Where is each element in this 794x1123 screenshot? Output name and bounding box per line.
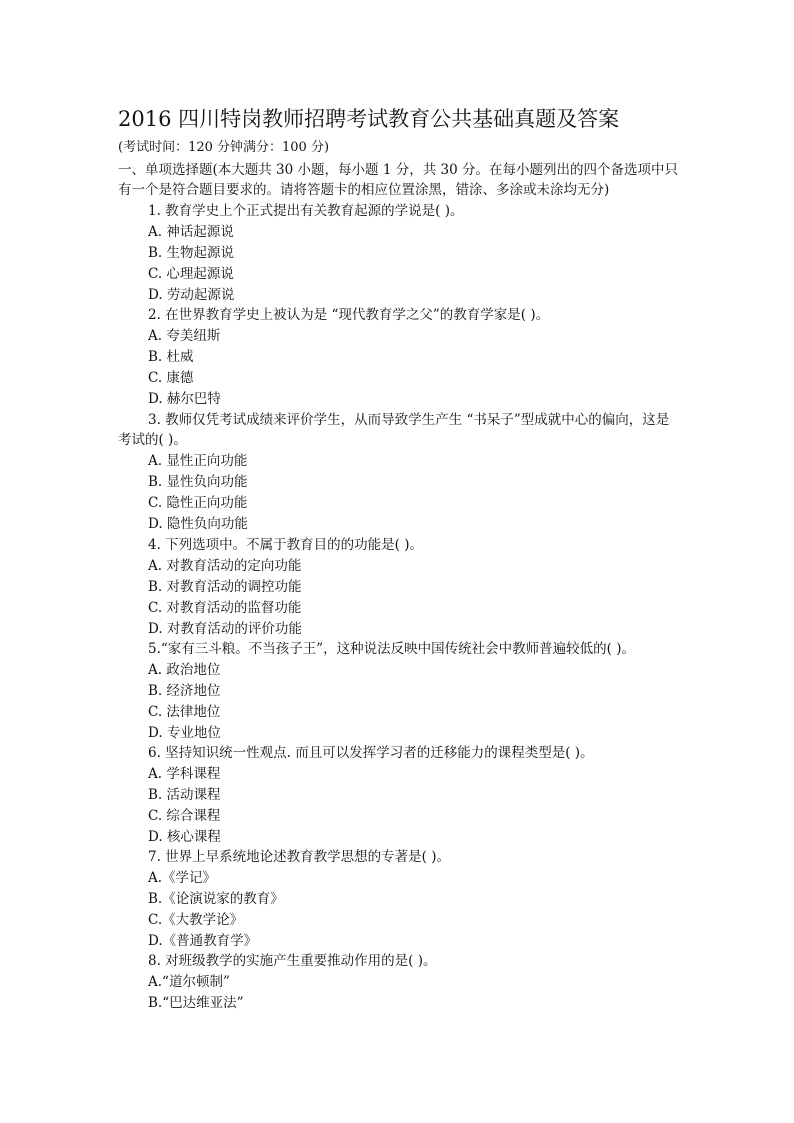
question-option: A. 对教育活动的定向功能 bbox=[148, 558, 302, 574]
question-option: B. 活动课程 bbox=[148, 787, 221, 803]
question-option: C. 康德 bbox=[148, 370, 194, 386]
question-option: A.“道尔顿制” bbox=[148, 974, 230, 990]
question-option: C. 对教育活动的监督功能 bbox=[148, 600, 302, 616]
question-option: B. 显性负向功能 bbox=[148, 474, 248, 490]
exam-info: (考试时间：120 分钟满分：100 分) bbox=[118, 140, 330, 155]
question-option: A. 神话起源说 bbox=[148, 224, 234, 240]
question-option: C. 综合课程 bbox=[148, 808, 221, 824]
question-option: B. 经济地位 bbox=[148, 683, 221, 699]
question-stem: 6. 坚持知识统一性观点. 而且可以发挥学习者的迁移能力的课程类型是( )。 bbox=[148, 745, 594, 761]
question-option: D. 核心课程 bbox=[148, 829, 221, 845]
question-option: C. 心理起源说 bbox=[148, 266, 234, 282]
question-option: A. 政治地位 bbox=[148, 662, 221, 678]
question-option: A. 显性正向功能 bbox=[148, 453, 248, 469]
question-option: B. 杜威 bbox=[148, 349, 194, 365]
question-stem: 5.“家有三斗粮。不当孩子王”，这种说法反映中国传统社会中教师普遍较低的( )。 bbox=[148, 641, 636, 657]
question-option: D.《普通教育学》 bbox=[148, 933, 258, 949]
question-option: A. 学科课程 bbox=[148, 766, 221, 782]
question-option: A. 夸美纽斯 bbox=[148, 328, 221, 344]
question-stem: 7. 世界上早系统地论述教育教学思想的专著是( )。 bbox=[148, 849, 450, 865]
question-option: D. 赫尔巴特 bbox=[148, 391, 221, 407]
question-stem: 8. 对班级教学的实施产生重要推动作用的是( )。 bbox=[148, 953, 437, 969]
question-option: A.《学记》 bbox=[148, 870, 217, 886]
question-option: D. 对教育活动的评价功能 bbox=[148, 621, 302, 637]
question-option: B.“巴达维亚法” bbox=[148, 995, 244, 1011]
question-option: B. 对教育活动的调控功能 bbox=[148, 579, 302, 595]
document-title: 2016 四川特岗教师招聘考试教育公共基础真题及答案 bbox=[118, 107, 620, 131]
question-option: D. 专业地位 bbox=[148, 725, 221, 741]
section-intro: 一、单项选择题(本大题共 30 小题，每小题 1 分，共 30 分。在每小题列出的四个备选项中只有一个是符合题目要求的。请将答题卡的相应位置涂黑，错涂、多涂或未涂均无分) bbox=[118, 162, 678, 198]
question-option: C. 法律地位 bbox=[148, 704, 221, 720]
question-option: C. 隐性正向功能 bbox=[148, 495, 248, 511]
question-stem: 2. 在世界教育学史上被认为是 “现代教育学之父”的教育学家是( )。 bbox=[148, 307, 550, 323]
question-stem: 1. 教育学史上个正式提出有关教育起源的学说是( )。 bbox=[148, 203, 464, 219]
question-stem: 3. 教师仅凭考试成绩来评价学生，从而导致学生产生 “书呆子”型成就中心的偏向，这是考试的( )。 bbox=[118, 412, 670, 448]
question-stem: 4. 下列选项中。不属于教育目的的功能是( )。 bbox=[148, 537, 423, 553]
question-option: D. 劳动起源说 bbox=[148, 287, 235, 303]
question-option: C.《大教学论》 bbox=[148, 912, 244, 928]
question-option: B. 生物起源说 bbox=[148, 245, 235, 261]
question-option: B.《论演说家的教育》 bbox=[148, 891, 284, 907]
question-option: D. 隐性负向功能 bbox=[148, 516, 248, 532]
